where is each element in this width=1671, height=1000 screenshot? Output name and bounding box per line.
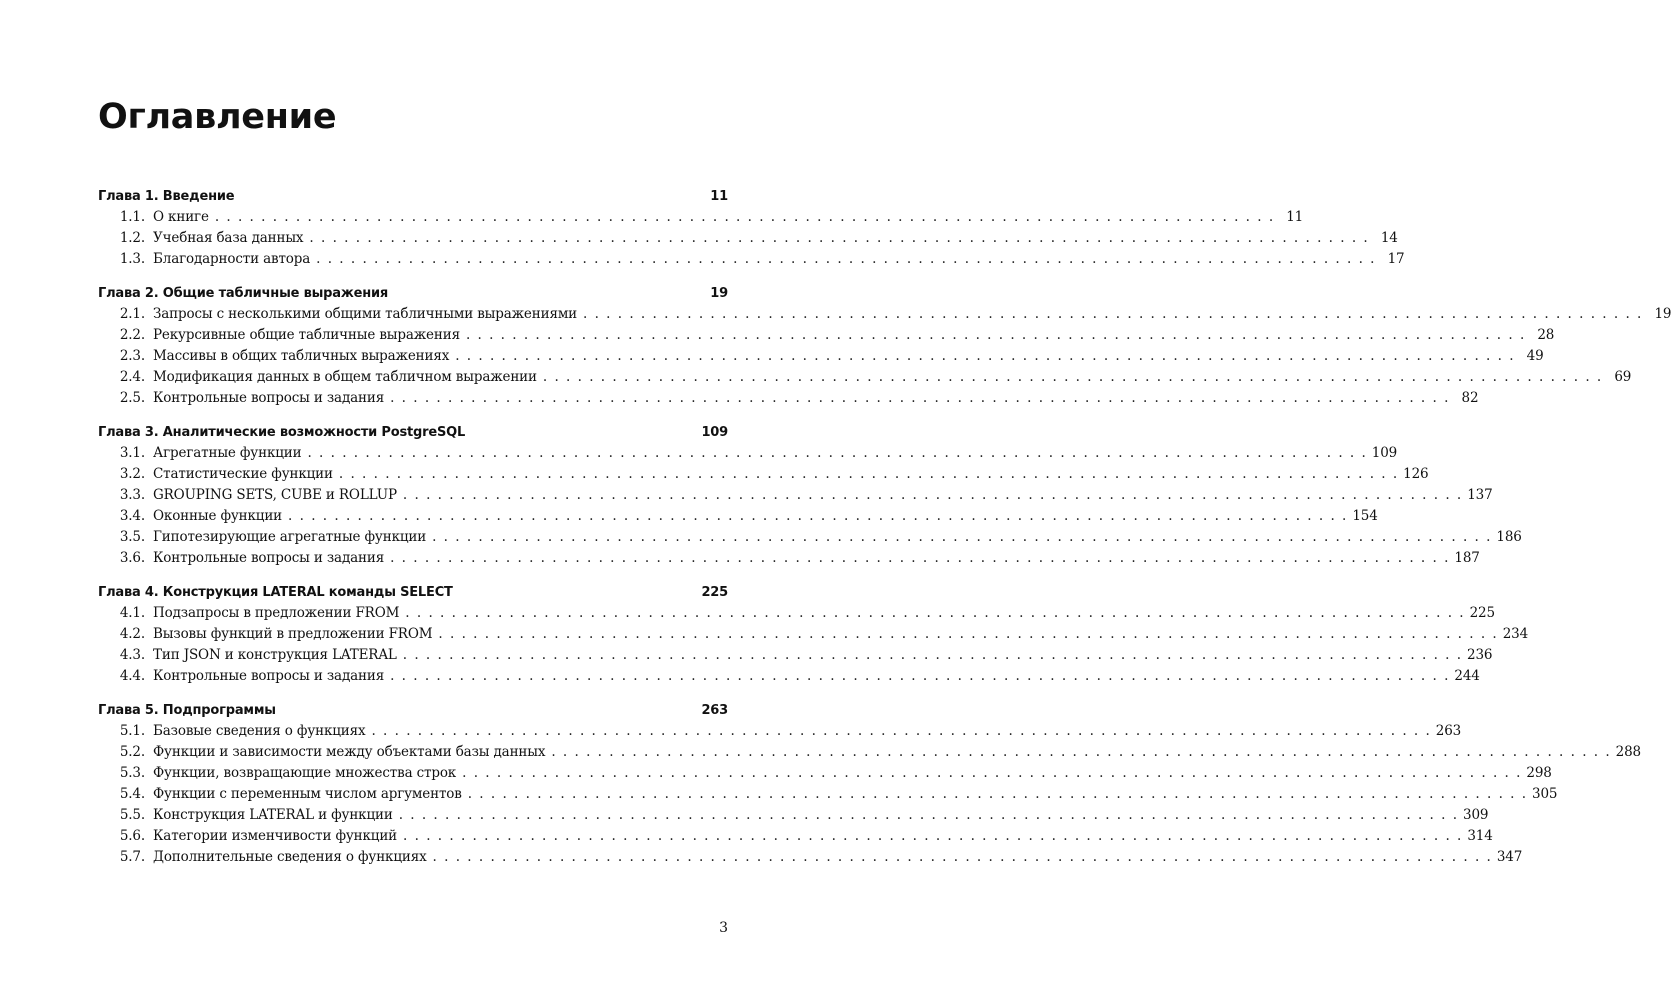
dot-leader xyxy=(403,485,1461,506)
section-title: Вызовы функций в предложении FROM xyxy=(153,626,433,642)
dot-leader xyxy=(551,742,1609,763)
dot-leader xyxy=(433,847,1491,868)
chapter-title: Глава 1. Введение xyxy=(98,189,235,204)
chapter-title: Глава 4. Конструкция LATERAL команды SELECT xyxy=(98,585,453,600)
section-number: 5.6. xyxy=(119,828,145,844)
section-page-number: 186 xyxy=(1496,529,1522,545)
chapter-heading-link[interactable] xyxy=(98,700,728,721)
section-page-number: 17 xyxy=(1387,251,1405,267)
chapter-heading-link[interactable] xyxy=(98,283,728,304)
section-number: 5.1. xyxy=(119,723,145,739)
section-number: 1.1. xyxy=(119,209,145,225)
toc-chapter xyxy=(98,582,1529,687)
toc-entry-link[interactable] xyxy=(98,624,1529,645)
dot-leader xyxy=(466,325,1524,346)
section-number: 4.1. xyxy=(119,605,145,621)
dot-leader xyxy=(403,645,1461,666)
toc-entry-link[interactable] xyxy=(98,249,1405,270)
dot-leader xyxy=(543,367,1601,388)
section-title: Дополнительные сведения о функциях xyxy=(153,849,427,865)
dot-leader xyxy=(468,784,1526,805)
section-number: 2.5. xyxy=(119,390,145,406)
dot-leader xyxy=(288,506,1346,527)
section-page-number: 11 xyxy=(1286,209,1304,225)
section-page-number: 187 xyxy=(1454,550,1480,566)
section-title: Функции с переменным числом аргументов xyxy=(153,786,462,802)
section-number: 4.3. xyxy=(119,647,145,663)
section-page-number: 49 xyxy=(1526,348,1544,364)
chapter-page-number: 11 xyxy=(710,189,728,204)
section-page-number: 305 xyxy=(1532,786,1558,802)
chapter-page-number: 109 xyxy=(701,425,728,440)
toc-entry-link[interactable] xyxy=(98,603,1495,624)
section-number: 2.4. xyxy=(119,369,145,385)
section-page-number: 234 xyxy=(1502,626,1529,642)
section-title: Конструкция LATERAL и функции xyxy=(153,807,393,823)
section-page-number: 28 xyxy=(1537,327,1555,343)
dot-leader xyxy=(309,228,1367,249)
section-page-number: 347 xyxy=(1496,849,1523,865)
chapter-heading-link[interactable] xyxy=(98,186,728,207)
toc-entry-link[interactable] xyxy=(98,826,1493,847)
toc-entry-link[interactable] xyxy=(98,742,1641,763)
dot-leader xyxy=(339,464,1397,485)
toc-entry-link[interactable] xyxy=(98,645,1493,666)
chapter-title: Глава 5. Подпрограммы xyxy=(98,703,276,718)
dot-leader xyxy=(390,666,1448,687)
section-number: 1.3. xyxy=(119,251,145,267)
chapter-page-number: 225 xyxy=(701,585,728,600)
dot-leader xyxy=(438,624,1496,645)
toc-entry-link[interactable] xyxy=(98,548,1480,569)
section-number: 3.5. xyxy=(119,529,145,545)
section-page-number: 19 xyxy=(1654,306,1671,322)
section-number: 5.3. xyxy=(119,765,145,781)
toc-chapter xyxy=(98,186,1405,270)
toc-entry-link[interactable] xyxy=(98,784,1558,805)
section-title: Базовые сведения о функциях xyxy=(153,723,366,739)
section-title: Контрольные вопросы и задания xyxy=(153,550,385,566)
dot-leader xyxy=(403,826,1461,847)
section-number: 3.3. xyxy=(119,487,145,503)
toc-entry-link[interactable] xyxy=(98,388,1479,409)
toc-chapter xyxy=(98,283,1671,409)
toc-entry-link[interactable] xyxy=(98,763,1552,784)
section-title: Благодарности автора xyxy=(153,251,311,267)
section-title: Функции, возвращающие множества строк xyxy=(153,765,457,781)
toc-entry-link[interactable] xyxy=(98,367,1632,388)
chapter-heading-link[interactable] xyxy=(98,582,728,603)
section-page-number: 314 xyxy=(1467,828,1493,844)
section-number: 3.4. xyxy=(119,508,145,524)
toc-chapter xyxy=(98,422,1522,569)
section-page-number: 82 xyxy=(1461,390,1479,406)
toc-entry-link[interactable] xyxy=(98,464,1429,485)
section-title: Категории изменчивости функций xyxy=(153,828,398,844)
dot-leader xyxy=(371,721,1429,742)
toc-entry-link[interactable] xyxy=(98,346,1544,367)
section-number: 5.5. xyxy=(119,807,145,823)
section-page-number: 244 xyxy=(1454,668,1480,684)
toc-entry-link[interactable] xyxy=(98,506,1378,527)
section-page-number: 126 xyxy=(1403,466,1429,482)
dot-leader xyxy=(432,527,1490,548)
section-title: Оконные функции xyxy=(153,508,283,524)
dot-leader xyxy=(405,603,1463,624)
page-number: 3 xyxy=(719,920,728,936)
toc-entry-link[interactable] xyxy=(98,847,1523,868)
dot-leader xyxy=(462,763,1520,784)
toc-entry-link[interactable] xyxy=(98,304,1671,325)
dot-leader xyxy=(399,805,1457,826)
section-title: Тип JSON и конструкция LATERAL xyxy=(153,647,397,663)
dot-leader xyxy=(455,346,1513,367)
dot-leader xyxy=(390,548,1448,569)
section-page-number: 225 xyxy=(1469,605,1495,621)
table-of-contents xyxy=(98,186,1671,881)
toc-entry-link[interactable] xyxy=(98,207,1304,228)
section-title: Функции и зависимости между объектами базы данных xyxy=(153,744,546,760)
section-title: GROUPING SETS, CUBE и ROLLUP xyxy=(153,487,397,503)
toc-entry-link[interactable] xyxy=(98,721,1462,742)
section-number: 5.2. xyxy=(119,744,145,760)
section-title: Агрегатные функции xyxy=(153,445,302,461)
dot-leader xyxy=(390,388,1448,409)
toc-entry-link[interactable] xyxy=(98,443,1398,464)
section-number: 5.7. xyxy=(119,849,145,865)
section-number: 3.2. xyxy=(119,466,145,482)
toc-entry-link[interactable] xyxy=(98,805,1489,826)
section-number: 2.3. xyxy=(119,348,145,364)
section-title: О книге xyxy=(153,209,209,225)
chapter-page-number: 19 xyxy=(710,286,728,301)
section-title: Массивы в общих табличных выражениях xyxy=(153,348,450,364)
chapter-page-number: 263 xyxy=(701,703,728,718)
section-page-number: 109 xyxy=(1371,445,1398,461)
toc-entry-link[interactable] xyxy=(98,325,1555,346)
section-page-number: 137 xyxy=(1467,487,1493,503)
section-page-number: 69 xyxy=(1614,369,1632,385)
chapter-title: Глава 2. Общие табличные выражения xyxy=(98,286,389,301)
toc-entry-link[interactable] xyxy=(98,485,1493,506)
section-number: 1.2. xyxy=(119,230,145,246)
dot-leader xyxy=(583,304,1641,325)
section-title: Статистические функции xyxy=(153,466,333,482)
section-page-number: 236 xyxy=(1467,647,1493,663)
toc-entry-link[interactable] xyxy=(98,527,1522,548)
section-page-number: 309 xyxy=(1463,807,1489,823)
section-title: Учебная база данных xyxy=(153,230,304,246)
toc-chapter xyxy=(98,700,1641,868)
section-number: 2.2. xyxy=(119,327,145,343)
section-title: Контрольные вопросы и задания xyxy=(153,390,385,406)
section-number: 5.4. xyxy=(119,786,145,802)
chapter-title: Глава 3. Аналитические возможности PostgreSQL xyxy=(98,425,466,440)
section-number: 2.1. xyxy=(119,306,145,322)
section-page-number: 263 xyxy=(1435,723,1462,739)
section-number: 3.6. xyxy=(119,550,145,566)
toc-entry-link[interactable] xyxy=(98,666,1480,687)
section-title: Модификация данных в общем табличном выражении xyxy=(153,369,537,385)
section-title: Гипотезирующие агрегатные функции xyxy=(153,529,427,545)
section-number: 4.2. xyxy=(119,626,145,642)
section-title: Запросы с несколькими общими табличными выражениями xyxy=(153,306,578,322)
section-page-number: 298 xyxy=(1526,765,1552,781)
section-title: Подзапросы в предложении FROM xyxy=(153,605,400,621)
section-title: Контрольные вопросы и задания xyxy=(153,668,385,684)
section-page-number: 154 xyxy=(1352,508,1378,524)
section-number: 4.4. xyxy=(119,668,145,684)
chapter-heading-link[interactable] xyxy=(98,422,728,443)
section-number: 3.1. xyxy=(119,445,145,461)
toc-entry-link[interactable] xyxy=(98,228,1398,249)
dot-leader xyxy=(215,207,1273,228)
page-title: Оглавление xyxy=(98,97,337,137)
section-page-number: 288 xyxy=(1615,744,1641,760)
dot-leader xyxy=(307,443,1365,464)
dot-leader xyxy=(316,249,1374,270)
section-title: Рекурсивные общие табличные выражения xyxy=(153,327,460,343)
section-page-number: 14 xyxy=(1380,230,1398,246)
